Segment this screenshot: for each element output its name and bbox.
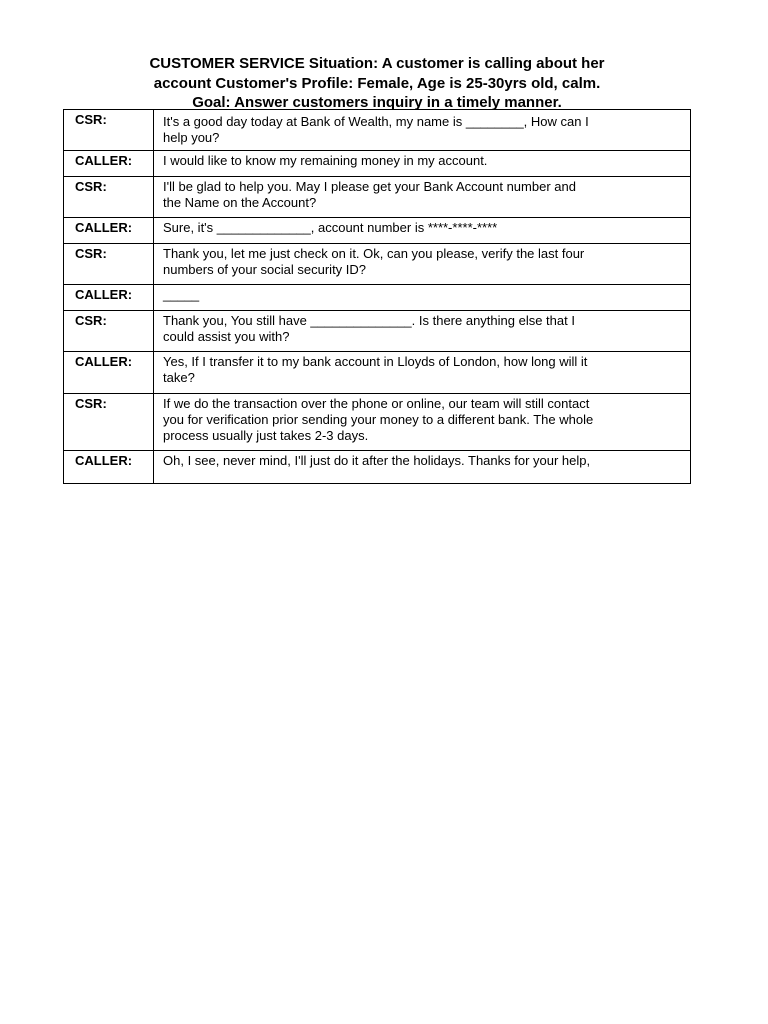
speaker-label: CALLER: xyxy=(64,151,154,177)
dialogue-row xyxy=(64,151,691,177)
speaker-label: CALLER: xyxy=(64,285,154,311)
speech-text: It's a good day today at Bank of Wealth, my name is ________, How can I help you? xyxy=(154,110,691,151)
speaker-label: CSR: xyxy=(64,311,154,352)
speech-text: Yes, If I transfer it to my bank account in Lloyds of London, how long will it take? xyxy=(154,352,691,394)
dialogue-row xyxy=(64,110,691,151)
dialogue-row xyxy=(64,244,691,285)
speaker-label: CALLER: xyxy=(64,352,154,394)
dialogue-table xyxy=(63,109,691,484)
speaker-label: CSR: xyxy=(64,244,154,285)
speaker-label: CSR: xyxy=(64,177,154,218)
speech-text: Thank you, let me just check on it. Ok, can you please, verify the last four numbers of your social security ID? xyxy=(154,244,691,285)
dialogue-row xyxy=(64,451,691,484)
speech-text: I would like to know my remaining money in my account. xyxy=(154,151,691,177)
speaker-label: CALLER: xyxy=(64,451,154,484)
dialogue-row xyxy=(64,352,691,394)
speaker-label: CSR: xyxy=(64,394,154,451)
speech-text: I'll be glad to help you. May I please get your Bank Account number and the Name on the Account? xyxy=(154,177,691,218)
document-heading xyxy=(64,54,690,113)
dialogue-row xyxy=(64,177,691,218)
speech-text: _____ xyxy=(154,285,691,311)
speaker-label: CSR: xyxy=(64,110,154,151)
dialogue-row xyxy=(64,285,691,311)
heading-line-1: CUSTOMER SERVICE Situation: A customer is calling about her xyxy=(149,55,605,72)
heading-line-3: Goal: Answer customers inquiry in a timely manner. xyxy=(192,94,562,111)
speaker-label: CALLER: xyxy=(64,218,154,244)
speech-text: Sure, it's _____________, account number is ****-****-**** xyxy=(154,218,691,244)
dialogue-row xyxy=(64,311,691,352)
heading-line-2: account Customer's Profile: Female, Age is 25-30yrs old, calm. xyxy=(153,74,601,92)
speech-text: Thank you, You still have ______________. Is there anything else that I could assist you with? xyxy=(154,311,691,352)
speech-text: If we do the transaction over the phone or online, our team will still contact you for verification prior sending your money to a different bank. The whole process usually just takes 2-3 days. xyxy=(154,394,691,451)
dialogue-row xyxy=(64,394,691,451)
dialogue-row xyxy=(64,218,691,244)
speech-text: Oh, I see, never mind, I'll just do it after the holidays. Thanks for your help, xyxy=(154,451,691,484)
